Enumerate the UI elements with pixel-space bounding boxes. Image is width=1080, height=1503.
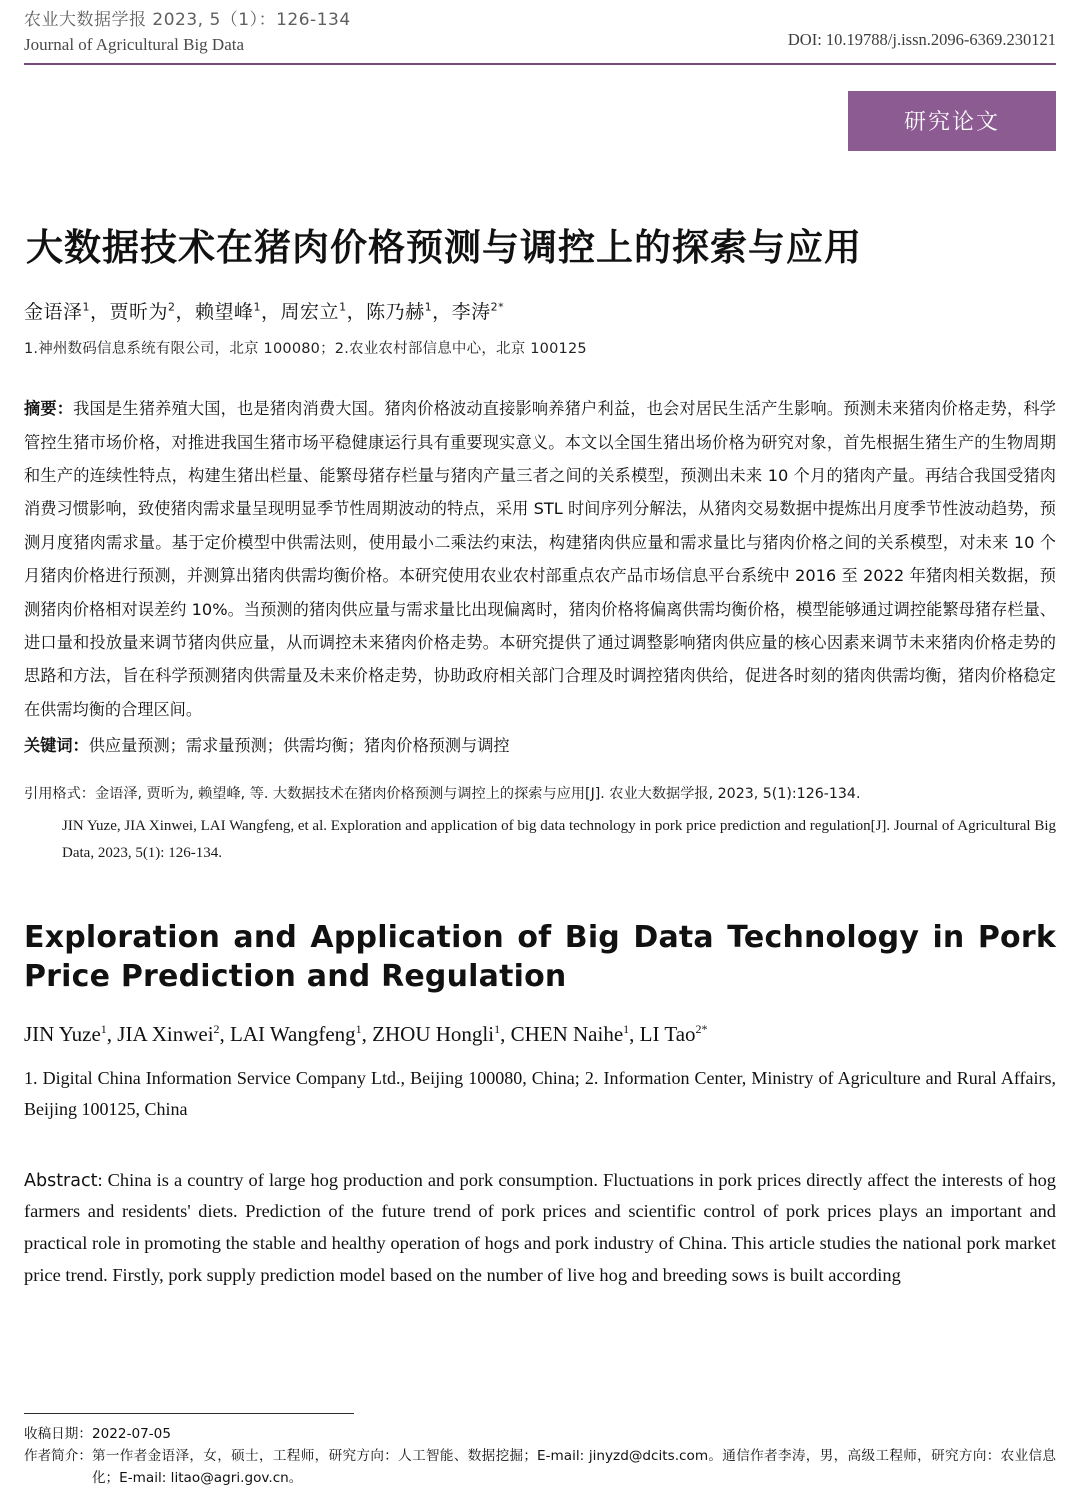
article-type-badge: 研究论文 [848, 91, 1056, 151]
author-bio-text: 第一作者金语泽，女，硕士，工程师，研究方向：人工智能、数据挖掘；E-mail: jinyzd@dcits.com。通信作者李涛，男，高级工程师，研究方向：农业信息化；E-mail: litao@agri.gov.cn。 [91, 1447, 1056, 1486]
citation-cn [24, 782, 1056, 807]
authors-en: JIN Yuze$^1$, JIA Xinwei$^2$, LAI Wangfeng$^1$, ZHOU Hongli$^1$, CHEN Naihe$^1$, LI Tao$^{2*}$ [24, 1021, 708, 1046]
affiliation-en: 1. Digital China Information Service Company Ltd., Beijing 100080, China; 2. Information Center, Ministry of Agriculture and Rural Affairs, Beijing 100125, China [24, 1067, 1056, 1119]
author-bio-line [24, 1445, 1056, 1489]
keywords-cn-text: 供应量预测；需求量预测；供需均衡；猪肉价格预测与调控 [88, 736, 510, 756]
citation-cn-text: 金语泽, 贾昕为, 赖望峰, 等. 大数据技术在猪肉价格预测与调控上的探索与应用[J]. 农业大数据学报, 2023, 5(1):126-134. [94, 786, 861, 803]
author-bio-label: 作者简介： [24, 1447, 92, 1464]
abstract-cn [24, 392, 1056, 726]
citation-block [24, 782, 1056, 865]
page-title-en: Exploration and Application of Big Data Technology in Pork Price Prediction and Regulation [24, 919, 1056, 995]
abstract-en-label: Abstract [24, 1170, 98, 1191]
authors-cn: 金语泽$^1$，贾昕为$^2$，赖望峰$^1$，周宏立$^1$，陈乃赫$^1$，李涛$^{2*}$ [24, 300, 505, 324]
citation-label: 引用格式： [24, 786, 95, 803]
page-title: 大数据技术在猪肉价格预测与调控上的探索与应用 [26, 226, 862, 270]
article-type-row [24, 91, 1056, 151]
journal-name-en: Journal of Agricultural Big Data [24, 34, 245, 54]
abstract-en [24, 1165, 1056, 1292]
abstract-cn-label: 摘要： [24, 399, 74, 419]
abstract-en-text: : China is a country of large hog production and pork consumption. Fluctuations in pork prices directly affect the interests of hog farmers and residents' diets. Prediction of the future trend of pork prices and scientific control of pork prices plays an important and practical role in promoting the stable and healthy operation of hogs and pork industry of China. This article studies the national pork market price trend. Firstly, pork supply prediction model based on the number of live hog and breeding sows is built according [24, 1169, 1056, 1285]
received-date-line [24, 1423, 1056, 1445]
footnote-block [24, 1413, 1056, 1489]
affiliation-cn: 1.神州数码信息系统有限公司，北京 100080；2.农业农村部信息中心，北京 100125 [24, 341, 587, 358]
citation-en: JIN Yuze, JIA Xinwei, LAI Wangfeng, et al. Exploration and application of big data technology in pork price prediction and regulation[J]. Journal of Agricultural Big Data, 2023, 5(1): 126-134. [62, 818, 1056, 861]
abstract-cn-text: 我国是生猪养殖大国，也是猪肉消费大国。猪肉价格波动直接影响养猪户利益，也会对居民生活产生影响。预测未来猪肉价格走势，科学管控生猪市场价格，对推进我国生猪市场平稳健康运行具有重要现实意义。本文以全国生猪出场价格为研究对象，首先根据生猪生产的生物周期和生产的连续性特点，构建生猪出栏量、能繁母猪存栏量与猪肉产量三者之间的关系模型，预测出未来 10 个月的猪肉产量。再结合我国受猪肉消费习惯影响，致使猪肉需求量呈现明显季节性周期波动的特点，采用 STL 时间序列分解法，从猪肉交易数据中提炼出月度季节性波动趋势，预测月度猪肉需求量。基于定价模型中供需法则，使用最小二乘法约束法，构建猪肉供应量和需求量比与猪肉价格之间的关系模型，对未来 10 个月猪肉价格进行预测，并测算出猪肉供需均衡价格。本研究使用农业农村部重点农产品市场信息平台系统中 2016 至 2022 年猪肉相关数据，预测猪肉价格相对误差约 10%。当预测的猪肉供应量与需求量比出现偏离时，猪肉价格将偏离供需均衡价格，模型能够通过调控能繁母猪存栏量、进口量和投放量来调节猪肉供应量，从而调控未来猪肉价格走势。本研究提供了通过调整影响猪肉供应量的核心因素来调节未来猪肉价格走势的思路和方法，旨在科学预测猪肉供需量及未来价格走势，协助政府相关部门合理及时调控猪肉供给，促进各时刻的猪肉供需均衡，猪肉价格稳定在供需均衡的合理区间。 [24, 399, 1056, 719]
journal-info [24, 8, 351, 57]
received-date-value: 2022-07-05 [91, 1425, 171, 1442]
keywords-cn [24, 730, 1056, 762]
received-date-label: 收稿日期： [24, 1425, 92, 1442]
journal-name-cn: 农业大数据学报 2023, 5（1）：126-134 [24, 10, 351, 30]
doi-text: DOI: 10.19788/j.issn.2096-6369.230121 [787, 30, 1056, 49]
footnote-divider [24, 1413, 354, 1414]
keywords-cn-label: 关键词： [24, 736, 89, 756]
page-header [24, 0, 1056, 65]
